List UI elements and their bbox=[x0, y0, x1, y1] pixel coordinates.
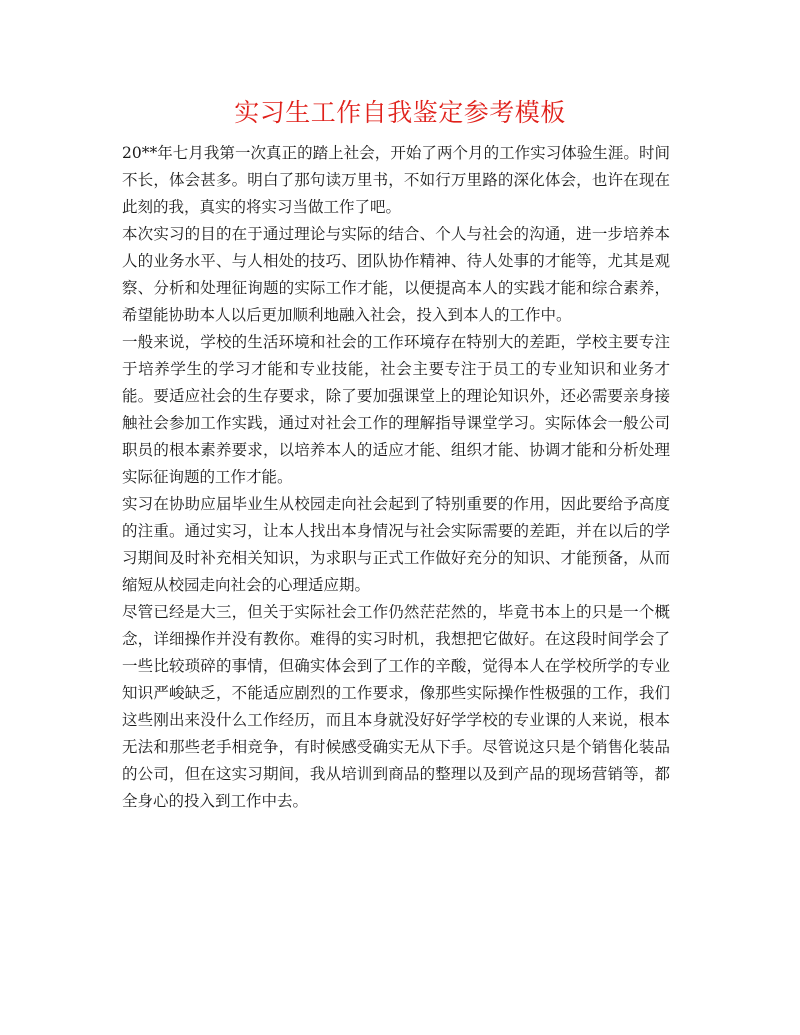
paragraph-5: 尽管已经是大三，但关于实际社会工作仍然茫茫然的，毕竟书本上的只是一个概念，详细操作并没有教你。难得的实习时机，我想把它做好。在这段时间学会了一些比较琐碎的事情，但确实体会到了工作的辛酸，觉得本人在学校所学的专业知识严峻缺乏，不能适应剧烈的工作要求，像那些实际操作性极强的工作，我们这些刚出来没什么工作经历，而且本身就没好好学学校的专业课的人来说，根本无法和那些老手相竞争，有时候感受确实无从下手。尽管说这只是个销售化装品的公司，但在这实习期间，我从培训到商品的整理以及到产品的现场营销等，都全身心的投入到工作中去。 bbox=[122, 603, 670, 810]
document-title: 实习生工作自我鉴定参考模板 bbox=[234, 98, 566, 127]
paragraph-4: 实习在协助应届毕业生从校园走向社会起到了特别重要的作用，因此要给予高度的注重。通过实习，让本人找出本身情况与社会实际需要的差距，并在以后的学习期间及时补充相关知识，为求职与正式工作做好充分的知识、才能预备，从而缩短从校园走向社会的心理适应期。 bbox=[122, 495, 670, 594]
paragraph-1: 20**年七月我第一次真正的踏上社会，开始了两个月的工作实习体验生涯。时间不长，体会甚多。明白了那句读万里书，不如行万里路的深化体会，也许在现在此刻的我，真实的将实习当做工作了吧。 bbox=[122, 144, 670, 216]
document-body bbox=[122, 140, 670, 815]
paragraph-3: 一般来说，学校的生活环境和社会的工作环境存在特别大的差距，学校主要专注于培养学生的学习才能和专业技能，社会主要专注于员工的专业知识和业务才能。要适应社会的生存要求，除了要加强课堂上的理论知识外，还必需要亲身接触社会参加工作实践，通过对社会工作的理解指导课堂学习。实际体会一般公司职员的根本素养要求，以培养本人的适应才能、组织才能、协调才能和分析处理实际征询题的工作才能。 bbox=[122, 333, 670, 486]
paragraph-2: 本次实习的目的在于通过理论与实际的结合、个人与社会的沟通，进一步培养本人的业务水平、与人相处的技巧、团队协作精神、待人处事的才能等，尤其是观察、分析和处理征询题的实际工作才能，以便提高本人的实践才能和综合素养，希望能协助本人以后更加顺利地融入社会，投入到本人的工作中。 bbox=[122, 225, 670, 324]
